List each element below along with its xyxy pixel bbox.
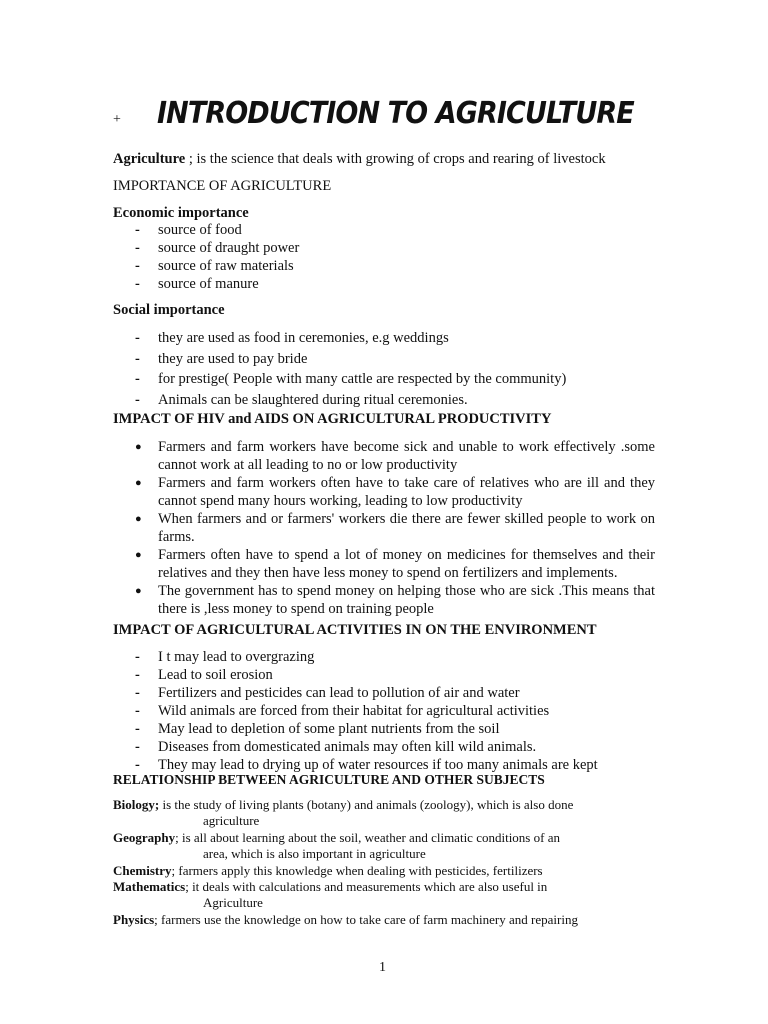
environment-list (113, 648, 598, 774)
subject-chemistry: Chemistry; farmers apply this knowledge when dealing with pesticides, fertilizers (113, 863, 543, 878)
list-item: ● When farmers and or farmers' workers die there are fewer skilled people to work on farms. (135, 511, 655, 545)
list-item: ● Farmers and farm workers often have to take care of relatives who are ill and they cannot spend many hours working, leading to low productivity (135, 475, 655, 509)
economic-heading: Economic importance (113, 205, 249, 221)
list-item: ● Farmers often have to spend a lot of money on medicines for themselves and their relatives and they then have less money to spend on fertilizers and implements. (135, 547, 655, 581)
subject-mathematics: Mathematics; it deals with calculations and measurements which are also useful in Agriculture (113, 879, 548, 910)
social-list (113, 328, 566, 410)
environment-heading: IMPACT OF AGRICULTURAL ACTIVITIES IN ON THE ENVIRONMENT (113, 622, 597, 638)
definition-text: ; is the science that deals with growing of crops and rearing of livestock (185, 151, 606, 167)
title-marker: + (113, 112, 121, 127)
list-item: - Lead to soil erosion (135, 667, 273, 683)
list-item: - They may lead to drying up of water resources if too many animals are kept (135, 757, 598, 773)
hiv-list (113, 438, 655, 618)
definition (113, 151, 606, 168)
relationship-heading: RELATIONSHIP BETWEEN AGRICULTURE AND OTHER SUBJECTS (113, 772, 545, 787)
list-item: - I t may lead to overgrazing (135, 649, 315, 665)
list-item: - source of manure (135, 276, 259, 292)
list-item: - source of draught power (135, 240, 300, 256)
list-item: - Animals can be slaughtered during ritual ceremonies. (135, 391, 468, 408)
list-item: - they are used to pay bride (135, 350, 308, 367)
page-title: INTRODUCTION TO AGRICULTURE (157, 96, 634, 131)
list-item: - Diseases from domesticated animals may often kill wild animals. (135, 739, 537, 755)
list-item: - Wild animals are forced from their habitat for agricultural activities (135, 703, 550, 719)
list-item: - source of raw materials (135, 258, 294, 274)
social-heading: Social importance (113, 302, 225, 318)
definition-term: Agriculture (113, 151, 186, 167)
economic-list (113, 221, 299, 293)
list-item: - May lead to depletion of some plant nutrients from the soil (135, 721, 500, 737)
hiv-heading: IMPACT OF HIV and AIDS ON AGRICULTURAL PRODUCTIVITY (113, 411, 552, 427)
importance-heading: IMPORTANCE OF AGRICULTURE (113, 178, 332, 194)
list-item: ● The government has to spend money on helping those who are sick .This means that there is ,less money to spend on training people (135, 583, 655, 617)
page-number: 1 (379, 960, 386, 975)
list-item: ● Farmers and farm workers have become sick and unable to work effectively .some cannot work at all leading to no or low productivity (135, 439, 655, 473)
list-item: - they are used as food in ceremonies, e.g weddings (135, 330, 449, 346)
subject-geography: Geography; is all about learning about the soil, weather and climatic conditions of an area, which is also important in agriculture (113, 830, 560, 861)
subject-physics: Physics; farmers use the knowledge on how to take care of farm machinery and repairing (113, 912, 578, 927)
subject-biology: Biology; is the study of living plants (botany) and animals (zoology), which is also done agriculture (113, 797, 574, 828)
list-item: - source of food (135, 222, 242, 238)
list-item: - for prestige( People with many cattle are respected by the community) (135, 371, 567, 387)
list-item: - Fertilizers and pesticides can lead to pollution of air and water (135, 685, 520, 701)
